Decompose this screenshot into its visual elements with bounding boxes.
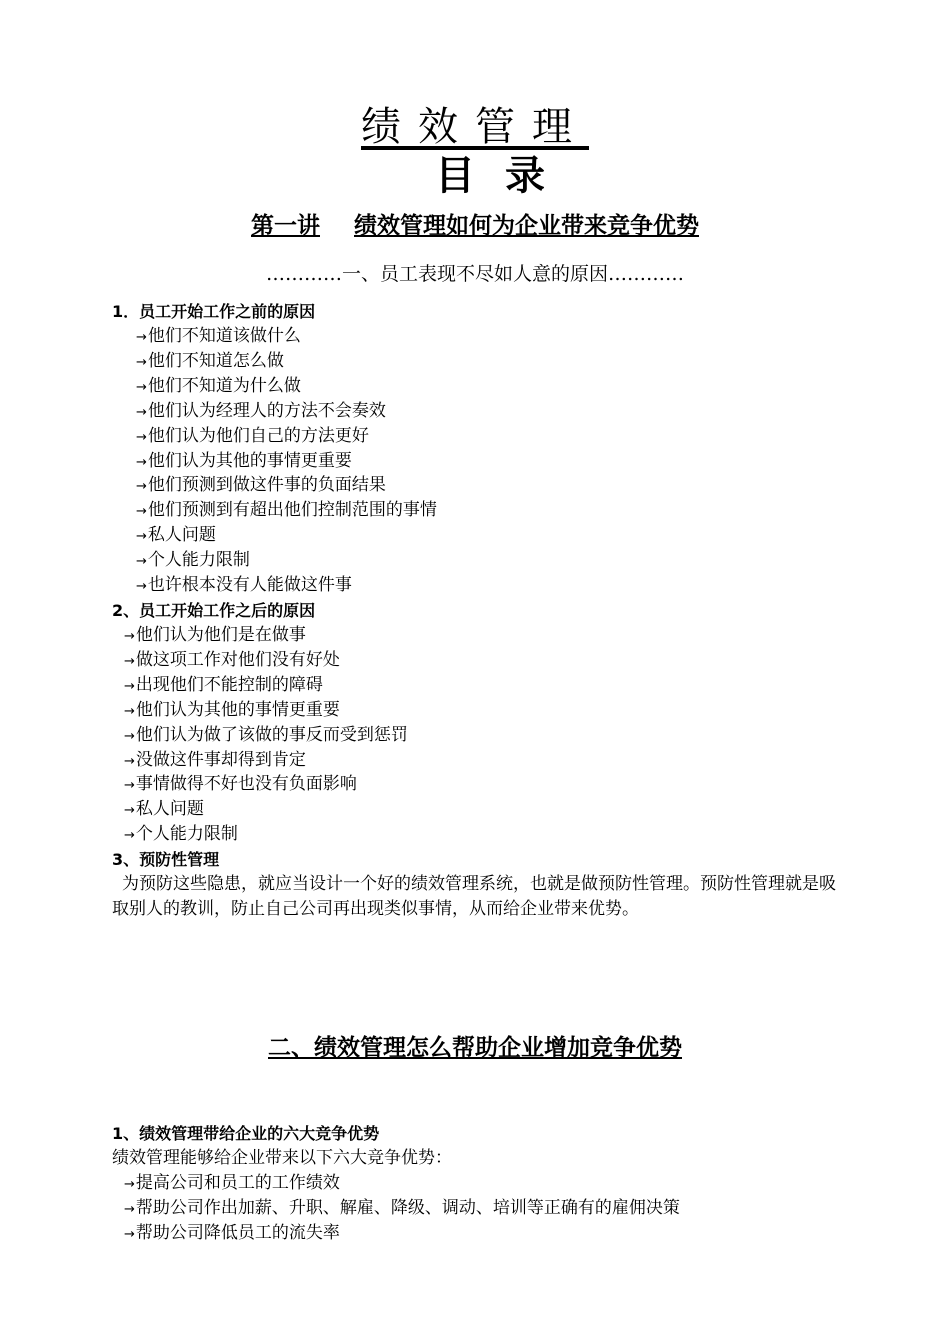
arrow-icon: → — [124, 678, 135, 694]
lecture-heading — [0, 210, 950, 242]
part-1-heading: 1．员工开始工作之前的原因 — [112, 302, 316, 321]
list-item — [136, 498, 437, 524]
list-item — [136, 424, 369, 450]
list-item — [124, 623, 306, 649]
list-item — [136, 324, 301, 350]
part-4-intro: 绩效管理能够给企业带来以下六大竞争优势： — [112, 1148, 452, 1168]
lecture-title: 绩效管理如何为企业带来竞争优势 — [354, 213, 699, 239]
part-3-heading: 3、预防性管理 — [112, 850, 220, 869]
list-item — [124, 822, 238, 848]
arrow-icon: → — [136, 554, 147, 570]
list-item-text: 也许根本没有人能做这件事 — [147, 575, 352, 595]
arrow-icon: → — [124, 778, 135, 794]
list-item — [136, 573, 352, 599]
list-item — [124, 1221, 340, 1247]
arrow-icon: → — [136, 454, 147, 470]
arrow-icon: → — [124, 753, 135, 769]
list-item — [124, 772, 357, 798]
lecture-label: 第一讲 — [251, 213, 320, 239]
list-item-text: 他们不知道怎么做 — [147, 350, 284, 371]
list-item — [124, 748, 306, 774]
arrow-icon: → — [136, 579, 147, 594]
list-item-text: 出现他们不能控制的障碍 — [135, 674, 323, 695]
arrow-icon: → — [136, 354, 147, 370]
list-item — [136, 548, 250, 574]
list-item-text: 他们认为做了该做的事反而受到惩罚 — [135, 724, 408, 745]
list-item-text: 事情做得不好也没有负面影响 — [135, 774, 357, 795]
arrow-icon: → — [136, 379, 147, 395]
arrow-icon: → — [124, 1201, 135, 1217]
section-1-heading: …………一、员工表现不尽如人意的原因………… — [265, 263, 684, 285]
list-item-text: 帮助公司作出加薪、升职、解雇、降级、调动、培训等正确有的雇佣决策 — [135, 1197, 680, 1218]
arrow-icon: → — [124, 629, 135, 644]
list-item-text: 私人问题 — [135, 799, 204, 820]
list-item — [136, 523, 216, 549]
arrow-icon: → — [136, 529, 147, 545]
list-item — [124, 648, 340, 674]
list-item-text: 没做这件事却得到肯定 — [135, 749, 306, 770]
list-item-text: 帮助公司降低员工的流失率 — [135, 1222, 340, 1243]
arrow-icon: → — [136, 330, 147, 345]
arrow-icon: → — [136, 404, 147, 420]
list-item — [136, 449, 352, 475]
arrow-icon: → — [124, 728, 135, 744]
part-3-paragraph: 为预防这些隐患，就应当设计一个好的绩效管理系统，也就是做预防性管理。预防性管理就是吸取别人的教训，防止自己公司再出现类似事情，从而给企业带来优势。 — [112, 874, 836, 919]
toc-title: 目录 — [435, 153, 575, 199]
list-item-text: 个人能力限制 — [135, 824, 238, 845]
part-4-heading: 1、绩效管理带给企业的六大竞争优势 — [112, 1124, 380, 1143]
arrow-icon: → — [124, 1226, 135, 1242]
list-item-text: 他们认为他们自己的方法更好 — [147, 425, 369, 446]
list-item — [136, 349, 284, 375]
document-title: 绩效管理 — [361, 104, 589, 150]
arrow-icon: → — [136, 429, 147, 445]
list-item — [136, 374, 301, 400]
list-item-text: 他们预测到做这件事的负面结果 — [147, 475, 386, 496]
arrow-icon: → — [124, 1177, 135, 1192]
list-item — [124, 1171, 340, 1197]
list-item-text: 他们认为其他的事情更重要 — [135, 699, 340, 720]
list-item — [136, 399, 386, 425]
list-item-text: 个人能力限制 — [147, 550, 250, 571]
list-item — [136, 473, 386, 499]
list-item-text: 提高公司和员工的工作绩效 — [135, 1173, 340, 1193]
list-item — [124, 797, 204, 823]
list-item — [124, 1196, 680, 1222]
list-item-text: 他们认为经理人的方法不会奏效 — [147, 400, 386, 421]
arrow-icon: → — [136, 479, 147, 495]
list-item-text: 他们认为其他的事情更重要 — [147, 450, 352, 471]
list-item-text: 做这项工作对他们没有好处 — [135, 649, 340, 670]
arrow-icon: → — [124, 703, 135, 719]
list-item-text: 他们预测到有超出他们控制范围的事情 — [147, 500, 437, 521]
part-2-heading: 2、员工开始工作之后的原因 — [112, 601, 316, 620]
list-item-text: 他们认为他们是在做事 — [135, 625, 306, 645]
arrow-icon: → — [124, 803, 135, 819]
list-item-text: 私人问题 — [147, 525, 216, 546]
section-2-heading: 二、绩效管理怎么帮助企业增加竞争优势 — [268, 1035, 682, 1061]
arrow-icon: → — [124, 828, 135, 844]
arrow-icon: → — [136, 504, 147, 520]
list-item — [124, 723, 408, 749]
list-item-text: 他们不知道为什么做 — [147, 375, 301, 396]
list-item — [124, 673, 323, 699]
list-item — [124, 698, 340, 724]
arrow-icon: → — [124, 653, 135, 669]
list-item-text: 他们不知道该做什么 — [147, 326, 301, 346]
